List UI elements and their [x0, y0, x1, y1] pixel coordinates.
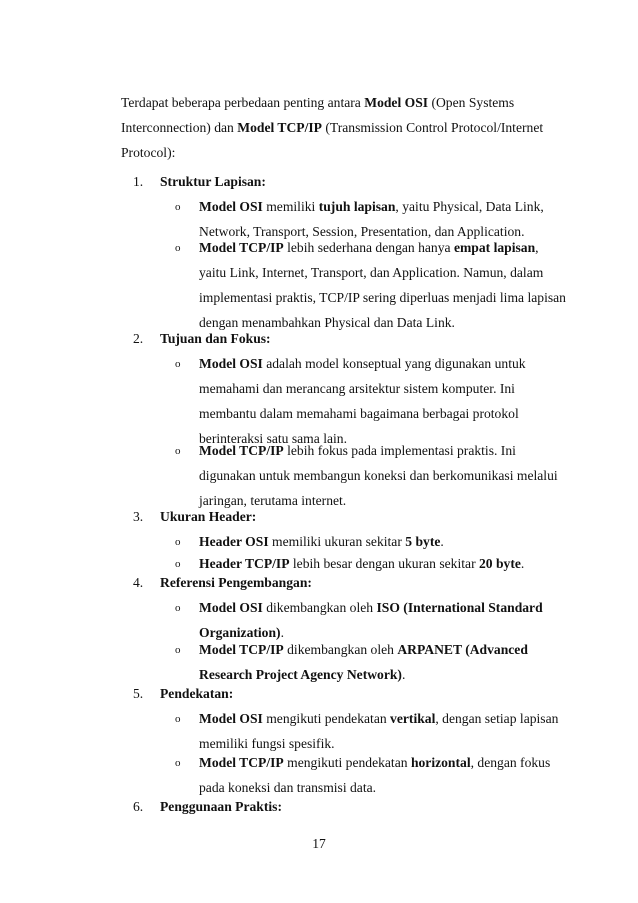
text: Network, Transport, Session, Presentation, dan Application.	[199, 224, 525, 239]
bold-text: Model OSI	[199, 600, 263, 615]
bold-text: Model TCP/IP	[199, 240, 284, 255]
bold-text: Model TCP/IP	[199, 642, 284, 657]
bullet-marker: o	[175, 644, 181, 656]
bold-text: 5 byte	[405, 534, 441, 549]
bullet-marker: o	[175, 536, 181, 548]
text: .	[520, 556, 525, 571]
bullet-s5b	[199, 750, 559, 800]
bullet-marker: o	[175, 242, 181, 254]
section-heading-1	[133, 172, 266, 192]
bullet-marker: o	[175, 757, 181, 769]
section-heading-6	[133, 797, 282, 817]
bold-text: Model TCP/IP	[199, 755, 284, 770]
bold-text: Model OSI	[364, 95, 429, 110]
text: , dengan setiap lapisan	[435, 711, 559, 726]
text: , yaitu Physical, Data Link,	[395, 199, 544, 214]
list-number: 1.	[133, 174, 144, 189]
bullet-marker: o	[175, 602, 181, 614]
list-number: 5.	[133, 686, 144, 701]
bullet-s2a	[199, 351, 559, 451]
bullet-marker: o	[175, 358, 181, 370]
bold-text: Model OSI	[199, 199, 263, 214]
text: yaitu Link, Internet, Transport, dan Application. Namun, dalam	[199, 265, 544, 280]
bold-text: Model TCP/IP	[199, 443, 284, 458]
text: Terdapat beberapa perbedaan penting antara	[121, 95, 365, 110]
intro-paragraph	[121, 90, 561, 165]
text: memiliki fungsi spesifik.	[199, 736, 335, 751]
bold-text: Model OSI	[199, 711, 263, 726]
text: memiliki ukuran sekitar	[268, 534, 406, 549]
section-heading-2	[133, 329, 271, 349]
list-number: 2.	[133, 331, 144, 346]
text: lebih besar dengan ukuran sekitar	[289, 556, 479, 571]
list-number: 6.	[133, 799, 144, 814]
section-title: Penggunaan Praktis:	[160, 799, 282, 814]
intro-line-1	[121, 90, 561, 115]
section-heading-4	[133, 573, 312, 593]
bullet-s5a	[199, 706, 559, 756]
text: ,	[535, 240, 539, 255]
text: mengikuti pendekatan	[262, 711, 391, 726]
text: jaringan, terutama internet.	[199, 493, 347, 508]
list-number: 4.	[133, 575, 144, 590]
text: .	[401, 667, 406, 682]
text: (Open Systems	[428, 95, 515, 110]
text: implementasi praktis, TCP/IP sering diperluas menjadi lima lapisan	[199, 290, 566, 305]
bold-text: Model OSI	[199, 356, 263, 371]
text: memiliki	[262, 199, 319, 214]
section-title: Referensi Pengembangan:	[160, 575, 312, 590]
bold-text: ISO (International Standard	[376, 600, 543, 615]
bullet-marker: o	[175, 201, 181, 213]
text: Protocol):	[121, 145, 176, 160]
bold-text: empat lapisan	[453, 240, 536, 255]
text: mengikuti pendekatan	[283, 755, 411, 770]
text: .	[440, 534, 444, 549]
bullet-s4b	[199, 637, 559, 687]
text: , dengan fokus	[470, 755, 551, 770]
text: (Transmission Control Protocol/Internet	[321, 120, 544, 135]
page-number: 17	[312, 836, 326, 851]
section-title: Struktur Lapisan:	[160, 174, 266, 189]
section-heading-5	[133, 684, 233, 704]
text: berinteraksi satu sama lain.	[199, 431, 347, 446]
bullet-marker: o	[175, 558, 181, 570]
bullet-marker: o	[175, 713, 181, 725]
bold-text: vertikal	[390, 711, 436, 726]
bold-text: Header OSI	[199, 534, 269, 549]
bold-text: Organization)	[199, 625, 281, 640]
bold-text: horizontal	[410, 755, 471, 770]
text: dikembangkan oleh	[283, 642, 398, 657]
bold-text: Header TCP/IP	[199, 556, 290, 571]
bullet-s2b	[199, 438, 559, 513]
text: lebih fokus pada implementasi praktis. Ini	[283, 443, 516, 458]
section-title: Ukuran Header:	[160, 509, 257, 524]
text: membantu dalam memahami bagaimana berbagai protokol	[199, 406, 519, 421]
text: dengan menambahkan Physical dan Data Link.	[199, 315, 455, 330]
section-title: Tujuan dan Fokus:	[160, 331, 271, 346]
text: .	[280, 625, 284, 640]
text: Interconnection) dan	[121, 120, 238, 135]
bold-text: tujuh lapisan	[318, 199, 396, 214]
bullet-s1b	[199, 235, 566, 335]
intro-line-3	[121, 140, 561, 165]
text: dikembangkan oleh	[262, 600, 377, 615]
section-title: Pendekatan:	[160, 686, 234, 701]
text: digunakan untuk membangun koneksi dan berkomunikasi melalui	[199, 468, 558, 483]
list-number: 3.	[133, 509, 144, 524]
bullet-marker: o	[175, 445, 181, 457]
text: memahami dan merancang arsitektur sistem komputer. Ini	[199, 381, 515, 396]
bold-text: 20 byte	[479, 556, 521, 571]
bold-text: ARPANET (Advanced	[397, 642, 528, 657]
text: lebih sederhana dengan hanya	[283, 240, 454, 255]
bold-text: Model TCP/IP	[237, 120, 322, 135]
bold-text: Research Project Agency Network)	[199, 667, 402, 682]
section-heading-3	[133, 507, 256, 527]
text: pada koneksi dan transmisi data.	[199, 780, 377, 795]
intro-line-2	[121, 115, 561, 140]
text: adalah model konseptual yang digunakan untuk	[262, 356, 526, 371]
